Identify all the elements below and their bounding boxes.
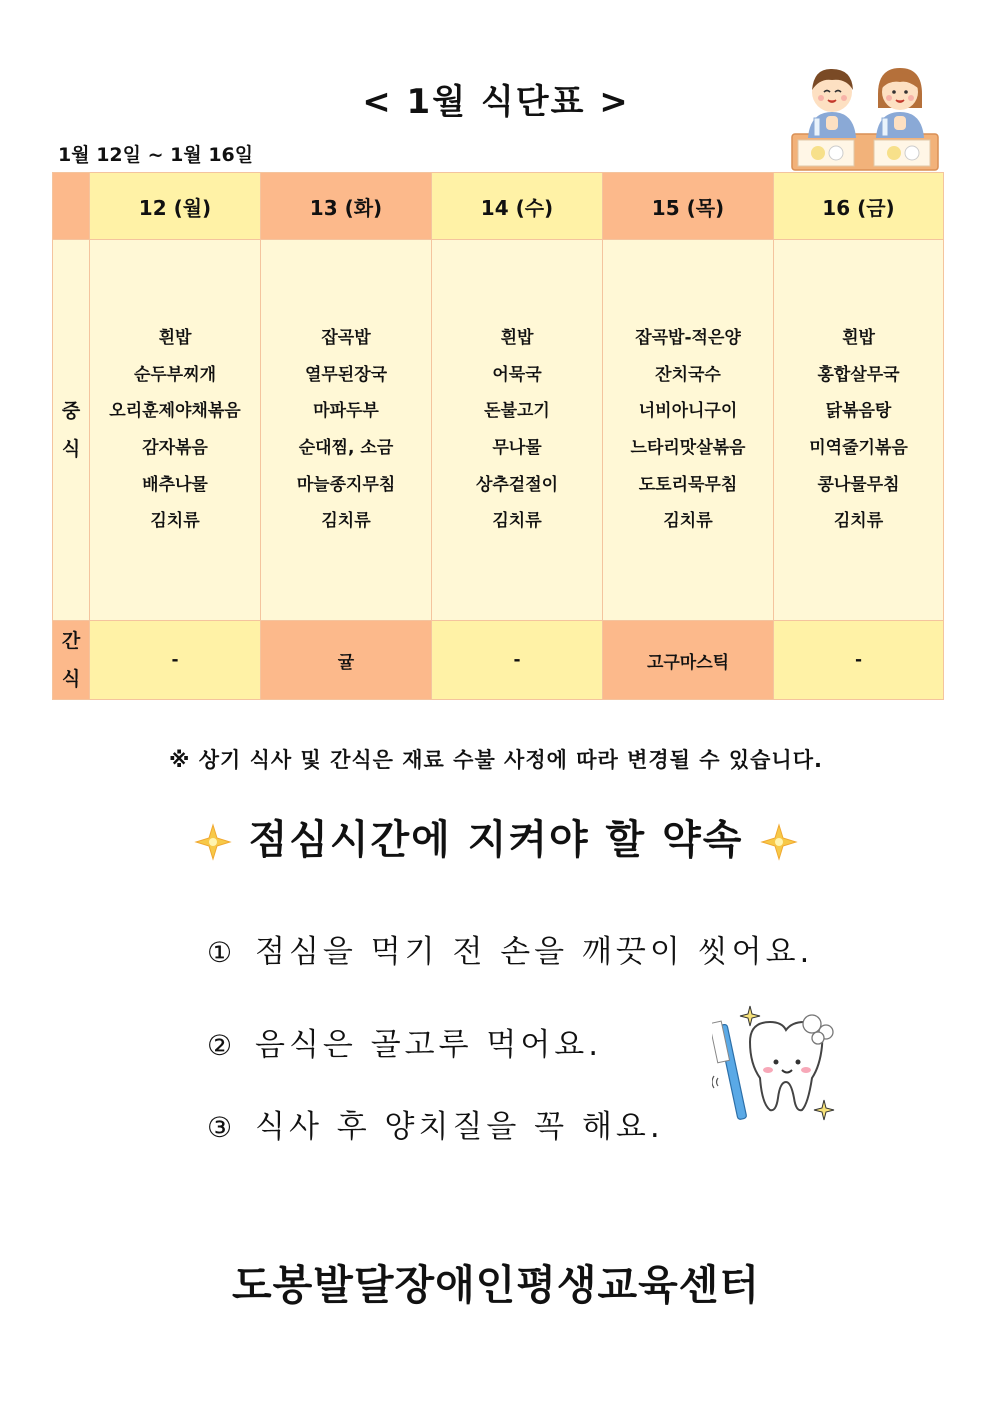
menu-item: 돈불고기 [484, 401, 550, 422]
rule-item [207, 1019, 602, 1064]
rule-text: 점심을 먹기 전 손을 깨끗이 씻어요. [255, 934, 814, 970]
menu-table [52, 172, 944, 700]
snack-label-char: 식 [61, 668, 81, 690]
lunch-label-char: 중 [61, 400, 81, 422]
menu-item: 상추겉절이 [475, 474, 559, 495]
lunch-row [53, 240, 944, 621]
menu-item: 느타리맛살볶음 [630, 438, 746, 458]
menu-item: 김치류 [321, 511, 371, 532]
rule-number: ③ [207, 1111, 237, 1144]
snack-cell: - [432, 621, 603, 700]
day-header: 14 (수) [432, 173, 603, 240]
menu-item: 닭볶음탕 [825, 401, 892, 422]
rule-number: ② [207, 1029, 237, 1062]
menu-item: 흰밥 [158, 328, 192, 349]
lunch-cell [603, 240, 774, 621]
menu-item: 김치류 [833, 511, 884, 532]
center-name: 도봉발달장애인평생교육센터 [232, 1261, 760, 1309]
snack-label [53, 621, 90, 700]
snack-cell: 귤 [261, 621, 432, 700]
menu-item: 순두부찌개 [133, 364, 217, 385]
day-header: 15 (목) [603, 173, 774, 240]
menu-item: 흰밥 [842, 328, 875, 349]
day-header: 16 (금) [774, 173, 944, 240]
menu-item: 김치류 [663, 511, 713, 532]
rule-text: 음식은 골고루 먹어요. [255, 1027, 603, 1063]
children-eating-icon [790, 60, 940, 172]
menu-item: 김치류 [492, 511, 542, 532]
promise-heading [0, 808, 992, 865]
menu-item: 열무된장국 [304, 364, 388, 385]
menu-item: 마파두부 [313, 401, 379, 422]
change-notice: ※ 상기 식사 및 간식은 재료 수불 사정에 따라 변경될 수 있습니다. [169, 748, 823, 772]
menu-item: 마늘종지무침 [296, 474, 396, 495]
menu-item: 오리훈제야채볶음 [109, 401, 241, 422]
snack-cell: - [90, 621, 261, 700]
menu-item: 콩나물무침 [817, 474, 900, 495]
snack-label-char: 간 [61, 630, 81, 652]
rule-number: ① [207, 936, 237, 969]
day-header-row [53, 173, 944, 240]
lunch-cell [774, 240, 944, 621]
lunch-label [53, 240, 90, 621]
page-title: < 1월 식단표 > [362, 82, 630, 122]
menu-item: 잔치국수 [655, 364, 721, 385]
rule-item [207, 1101, 664, 1146]
menu-item: 홍합살무국 [817, 364, 900, 385]
lunch-cell [90, 240, 261, 621]
menu-item: 무나물 [492, 438, 542, 458]
day-header: 12 (월) [90, 173, 261, 240]
lunch-cell [432, 240, 603, 621]
menu-item: 감자볶음 [142, 438, 208, 458]
snack-cell: - [774, 621, 944, 700]
header-corner [53, 173, 90, 240]
menu-item: 너비아니구이 [638, 401, 738, 422]
sparkle-star-icon [759, 822, 799, 862]
date-range: 1월 12일 ~ 1월 16일 [58, 144, 254, 166]
menu-item: 김치류 [150, 511, 200, 532]
menu-item: 순대찜, 소금 [298, 438, 394, 458]
promise-title: 점심시간에 지켜야 할 약속 [248, 817, 744, 863]
lunch-label-char: 식 [61, 438, 81, 460]
tooth-toothbrush-icon [712, 1002, 844, 1124]
rule-item [207, 926, 813, 971]
menu-item: 어묵국 [492, 364, 542, 385]
rule-text: 식사 후 양치질을 꼭 해요. [255, 1109, 664, 1145]
snack-row [53, 621, 944, 700]
sparkle-star-icon [193, 822, 233, 862]
menu-item: 흰밥 [500, 328, 534, 349]
menu-item: 잡곡밥-적은양 [635, 328, 741, 349]
menu-item: 잡곡밥 [321, 328, 371, 349]
menu-item: 배추나물 [142, 474, 208, 495]
lunch-cell [261, 240, 432, 621]
day-header: 13 (화) [261, 173, 432, 240]
menu-item: 도토리묵무침 [638, 474, 738, 495]
snack-cell: 고구마스틱 [603, 621, 774, 700]
menu-item: 미역줄기볶음 [809, 438, 908, 458]
